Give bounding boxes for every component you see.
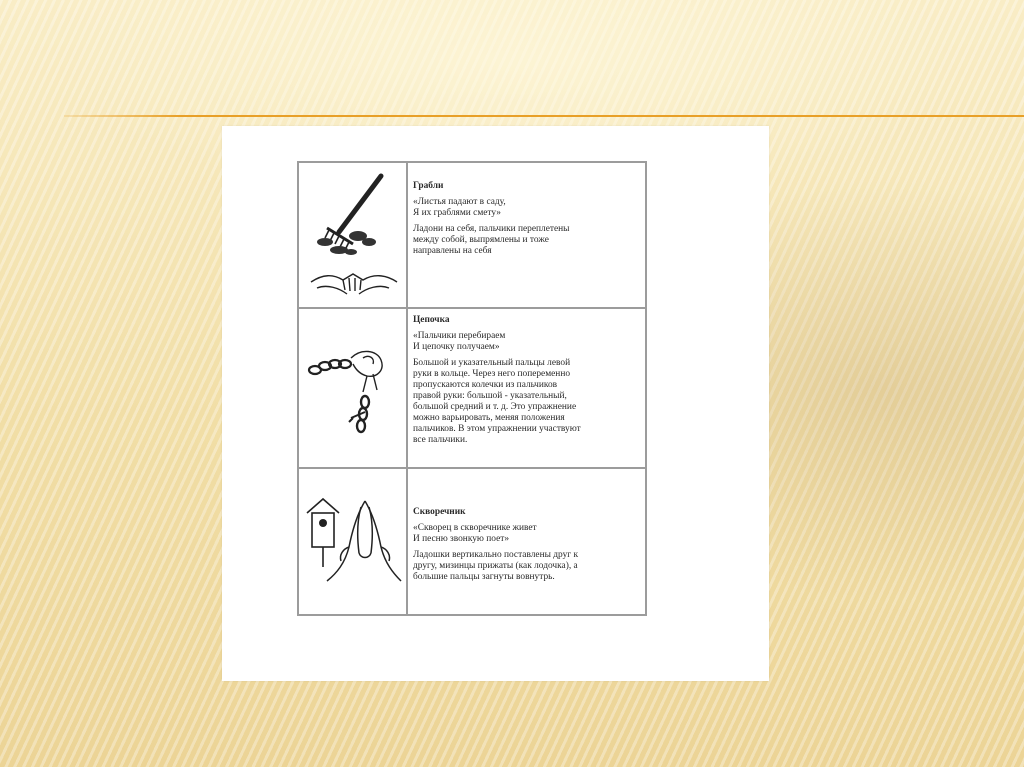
exercise-card-image <box>222 126 769 681</box>
exercise-row-birdhouse <box>299 469 645 614</box>
exercise-verse: «Скворец в скворечнике живет И песню звонкую поет» <box>413 523 537 544</box>
exercise-text-chain <box>408 309 645 467</box>
exercise-text-birdhouse <box>408 469 645 614</box>
rake-hands-illustration <box>299 163 408 307</box>
exercise-title: Грабли <box>413 181 444 191</box>
chain-fingers-illustration <box>299 309 408 467</box>
exercise-text-rake <box>408 163 645 307</box>
exercise-description: Большой и указательный пальцы левой руки в кольце. Через него попеременно пропускаются колечки из пальчиков правой руки: большой - указательный, большой средний и т. д. Это упражнение можно варьировать, меняя положения пальчиков. В этом упражнении участвуют все пальчики. <box>413 358 581 445</box>
exercise-title: Скворечник <box>413 507 466 517</box>
title-divider-line <box>64 115 1024 117</box>
exercise-row-rake <box>299 163 645 309</box>
exercise-verse: «Пальчики перебираем И цепочку получаем» <box>413 331 506 352</box>
exercise-verse: «Листья падают в саду, Я их граблями смету» <box>413 197 506 218</box>
exercise-description: Ладони на себя, пальчики переплетены между собой, выпрямлены и тоже направлены на себя <box>413 224 570 256</box>
exercise-table <box>297 161 647 616</box>
exercise-description: Ладошки вертикально поставлены друг к другу, мизинцы прижаты (как лодочка), а большие пальцы загнуты вовнутрь. <box>413 550 579 582</box>
exercise-title: Цепочка <box>413 315 450 325</box>
exercise-row-chain <box>299 309 645 469</box>
birdhouse-hands-illustration <box>299 469 408 614</box>
